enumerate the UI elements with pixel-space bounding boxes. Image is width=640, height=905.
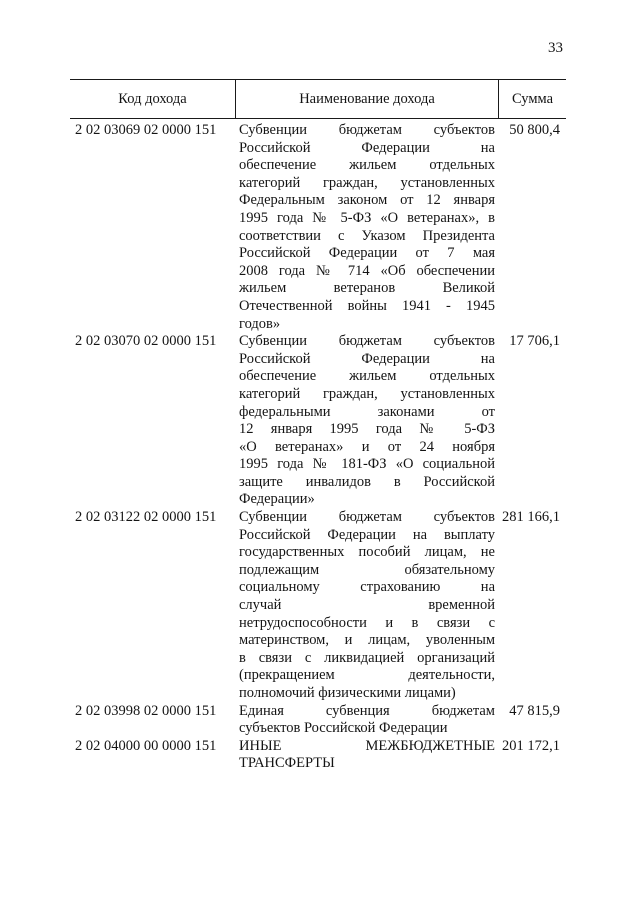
income-name-line: Российской Федерации на [239, 139, 495, 156]
income-name-line: 2008 года № 714 «Об обеспечении [239, 262, 495, 279]
header-sum: Сумма [511, 91, 554, 107]
income-name-line: Субвенции бюджетам субъектов [239, 122, 495, 138]
income-name-line: обеспечение жильем отдельных [239, 368, 495, 385]
income-name-line: жильем ветеранов Великой [239, 280, 495, 297]
income-code: 2 02 03998 02 0000 151 [75, 702, 217, 719]
income-name-line: субъектов Российской Федерации [239, 720, 448, 737]
income-name-line: Субвенции бюджетам субъектов [239, 333, 495, 350]
income-name-line: Российской Федерации на выплату [239, 526, 495, 543]
income-name-line: социальному страхованию на [239, 579, 495, 596]
income-name-line: в связи с ликвидацией организаций [239, 649, 495, 666]
table-header [70, 79, 566, 119]
income-name-line: Федерации» [239, 491, 315, 508]
income-name-line: федеральными законами от [239, 403, 495, 420]
income-name-line: Единая субвенция бюджетам [239, 702, 495, 719]
income-name-line: Субвенции бюджетам субъектов [239, 509, 495, 526]
table-row [70, 703, 566, 738]
income-name-line: Федеральным законом от 12 января [239, 192, 495, 209]
income-name [239, 738, 495, 773]
income-table [70, 79, 566, 773]
table-row [70, 509, 566, 703]
income-name-line: категорий граждан, установленных [239, 385, 495, 402]
income-sum: 201 172,1 [502, 737, 560, 754]
income-name [239, 703, 495, 738]
income-code: 2 02 03122 02 0000 151 [75, 509, 217, 526]
income-name-line: нетрудоспособности и в связи с [239, 614, 495, 631]
income-sum: 17 706,1 [509, 333, 560, 350]
income-sum: 281 166,1 [502, 509, 560, 526]
income-name-line: 1995 года № 181-ФЗ «О социальной [239, 456, 495, 473]
table-row [70, 333, 566, 509]
income-name-line: защите инвалидов в Российской [239, 473, 495, 490]
income-name-line: полномочий физическими лицами) [239, 685, 456, 701]
income-name [239, 122, 495, 333]
income-name-line: обеспечение жильем отдельных [239, 157, 495, 174]
table-row [70, 738, 566, 773]
income-code: 2 02 04000 00 0000 151 [75, 737, 217, 754]
income-name-line: случай временной [239, 597, 495, 614]
income-name-line: 1995 года № 5-ФЗ «О ветеранах», в [239, 209, 495, 226]
income-name-line: категорий граждан, установленных [239, 174, 495, 191]
income-name-line: (прекращением деятельности, [239, 667, 495, 684]
page-number: 33 [548, 40, 563, 56]
income-name-line: материнством, и лицам, уволенным [239, 632, 495, 649]
income-name-line: ИНЫЕ МЕЖБЮДЖЕТНЫЕ [239, 737, 495, 754]
income-name-line: соответствии с Указом Президента [239, 227, 495, 244]
table-row [70, 122, 566, 333]
income-name-line: годов» [239, 315, 281, 332]
income-name [239, 333, 495, 509]
income-sum: 50 800,4 [509, 122, 560, 138]
income-code: 2 02 03070 02 0000 151 [75, 333, 217, 350]
income-name [239, 509, 495, 703]
income-code: 2 02 03069 02 0000 151 [75, 122, 217, 138]
income-name-line: «О ветеранах» и от 24 ноября [239, 438, 495, 455]
table-body [70, 119, 566, 773]
income-name-line: 12 января 1995 года № 5-ФЗ [239, 421, 495, 438]
income-name-line: подлежащим обязательному [239, 561, 495, 578]
income-name-line: Российской Федерации от 7 мая [239, 245, 495, 262]
income-sum: 47 815,9 [509, 702, 560, 719]
income-name-line: Отечественной войны 1941 - 1945 [239, 297, 495, 314]
income-name-line: ТРАНСФЕРТЫ [239, 755, 335, 772]
header-code: Код дохода [118, 91, 187, 107]
income-name-line: Российской Федерации на [239, 350, 495, 367]
header-name: Наименование дохода [235, 80, 499, 118]
income-name-line: государственных пособий лицам, не [239, 544, 495, 561]
